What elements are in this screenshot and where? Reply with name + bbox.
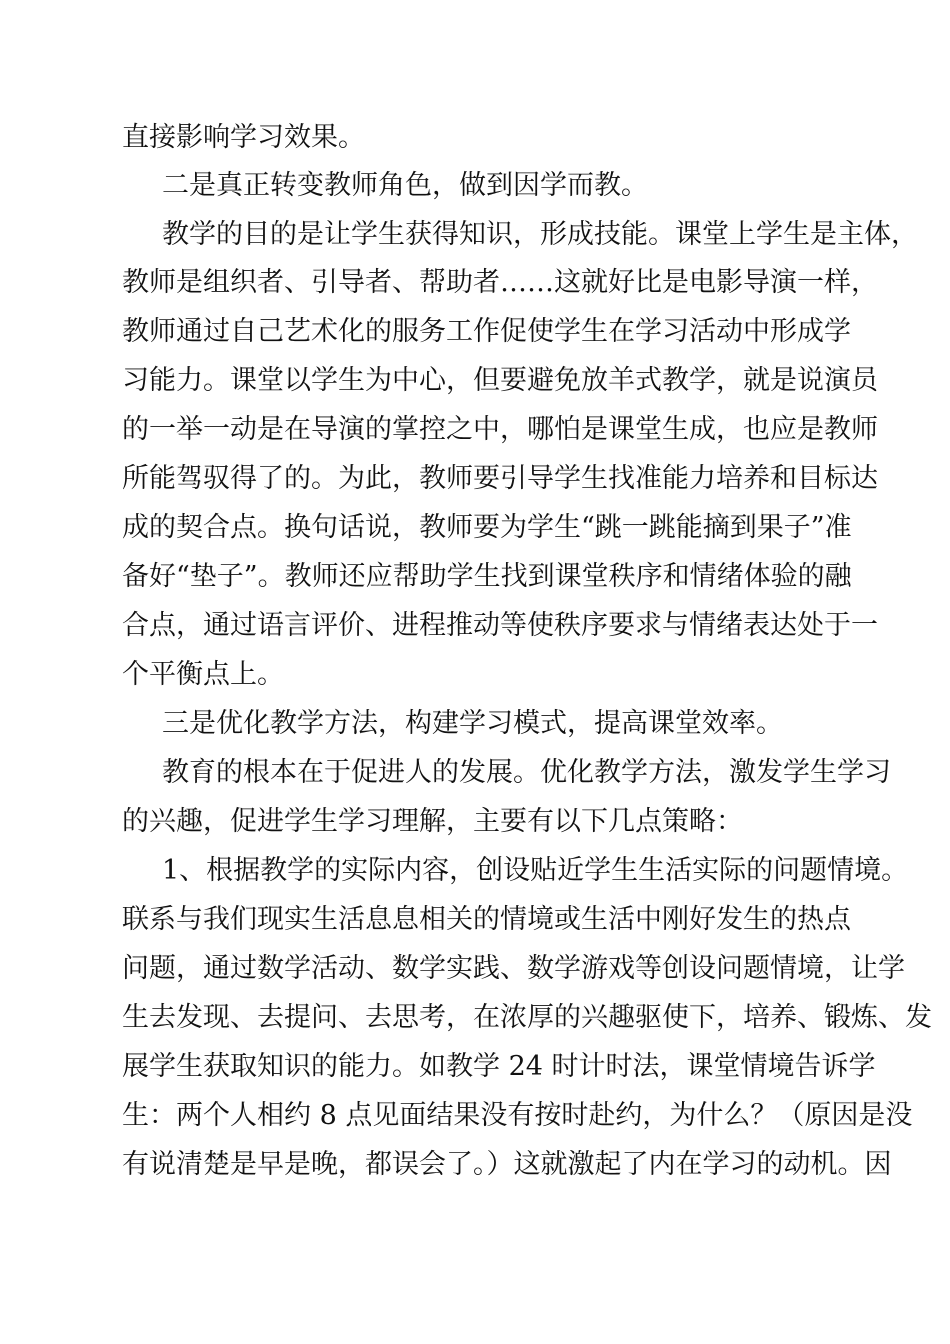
text-line: 教学的目的是让学生获得知识，形成技能。课堂上学生是主体， [162, 219, 918, 250]
text-line: 的兴趣，促进学生学习理解，主要有以下几点策略： [122, 806, 743, 837]
text-line: 直接影响学习效果。 [122, 122, 365, 153]
text-line: 1、根据教学的实际内容，创设贴近学生生活实际的问题情境。 [162, 855, 909, 886]
text-line: 有说清楚是早是晚，都误会了。）这就激起了内在学习的动机。因 [122, 1149, 892, 1180]
text-line: 所能驾驭得了的。为此，教师要引导学生找准能力培养和目标达 [122, 463, 878, 494]
text-line: 习能力。课堂以学生为中心，但要避免放羊式教学，就是说演员 [122, 365, 878, 396]
section-heading: 三是优化教学方法，构建学习模式，提高课堂效率。 [162, 708, 783, 739]
text-line: 教育的根本在于促进人的发展。优化教学方法，激发学生学习 [162, 757, 891, 788]
section-heading: 二是真正转变教师角色，做到因学而教。 [162, 170, 648, 201]
text-line: 生去发现、去提问、去思考，在浓厚的兴趣驱使下，培养、锻炼、发 [122, 1002, 932, 1033]
text-line: 生：两个人相约 8 点见面结果没有按时赴约，为什么？（原因是没 [122, 1100, 913, 1131]
text-line: 的一举一动是在导演的掌控之中，哪怕是课堂生成，也应是教师 [122, 414, 878, 445]
text-line: 备好“垫子”。教师还应帮助学生找到课堂秩序和情绪体验的融 [122, 561, 852, 592]
text-line: 成的契合点。换句话说，教师要为学生“跳一跳能摘到果子”准 [122, 512, 852, 543]
text-line: 教师通过自己艺术化的服务工作促使学生在学习活动中形成学 [122, 316, 851, 347]
text-line: 问题，通过数学活动、数学实践、数学游戏等创设问题情境，让学 [122, 953, 905, 984]
text-line: 教师是组织者、引导者、帮助者……这就好比是电影导演一样， [122, 267, 878, 298]
text-line: 合点，通过语言评价、进程推动等使秩序要求与情绪表达处于一 [122, 610, 878, 641]
text-line: 展学生获取知识的能力。如教学 24 时计时法，课堂情境告诉学 [122, 1051, 876, 1082]
text-line: 联系与我们现实生活息息相关的情境或生活中刚好发生的热点 [122, 904, 851, 935]
text-line: 个平衡点上。 [122, 659, 284, 690]
